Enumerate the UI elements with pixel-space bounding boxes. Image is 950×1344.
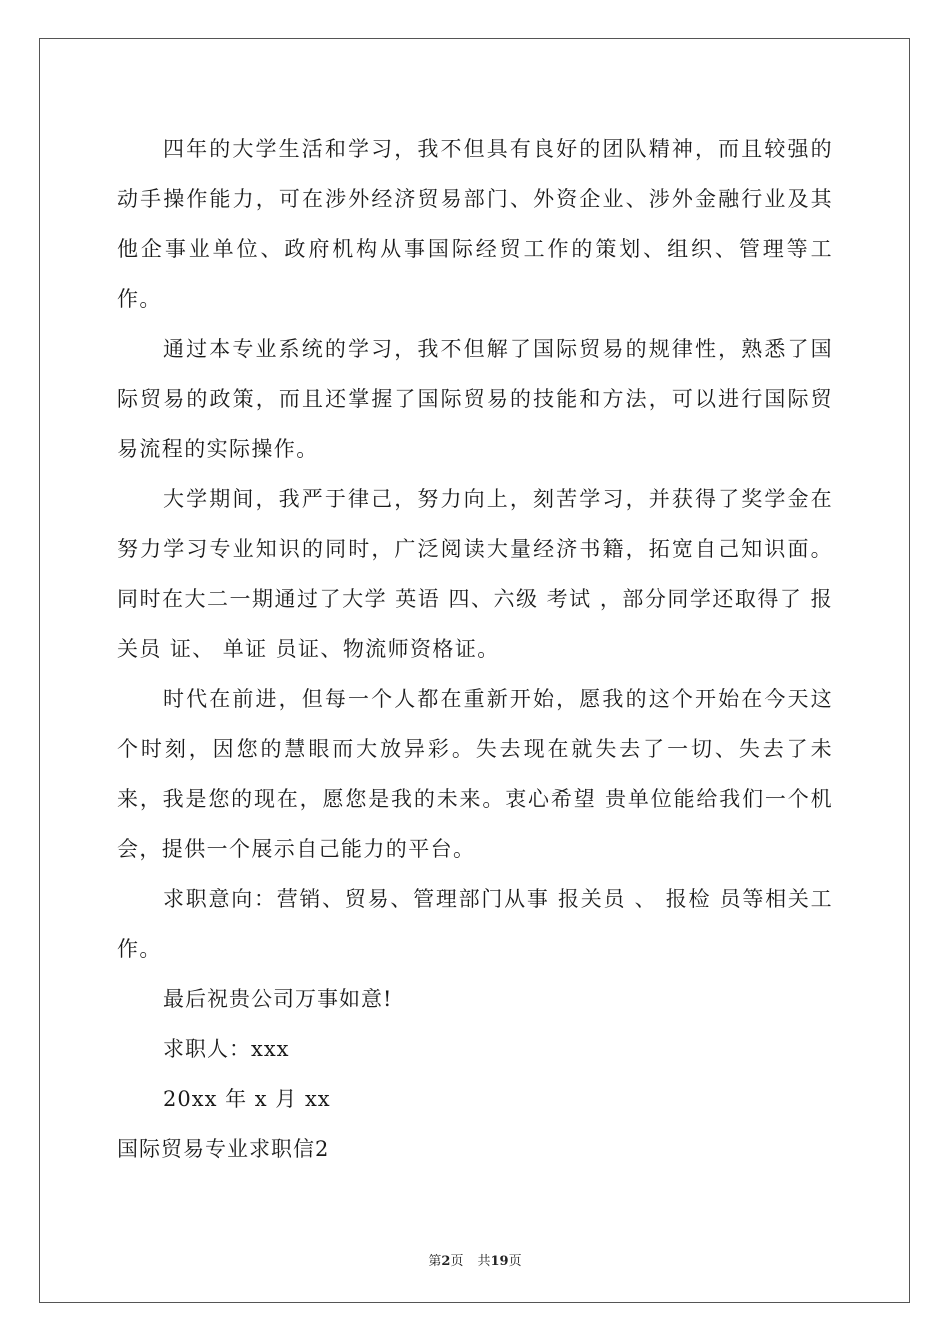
paragraph-job-intention: 求职意向：营销、贸易、管理部门从事 报关员 、 报检 员等相关工作。 <box>117 887 833 961</box>
letter-body <box>117 124 833 1174</box>
letter-date: 20xx 年 x 月 xx <box>163 1087 331 1111</box>
applicant-signature: 求职人：xxx <box>163 1037 290 1061</box>
total-prefix: 共 <box>477 1254 491 1269</box>
paragraph-trade-knowledge: 通过本专业系统的学习，我不但解了国际贸易的规律性，熟悉了国际贸易的政策，而且还掌握了国际贸易的技能和方法，可以进行国际贸易流程的实际操作。 <box>117 337 833 461</box>
page-suffix: 页 <box>450 1254 464 1269</box>
paragraph-opportunity: 时代在前进，但每一个人都在重新开始，愿我的这个开始在今天这个时刻，因您的慧眼而大放异彩。失去现在就失去了一切、失去了未来，我是您的现在，愿您是我的未来。衷心希望 贵单位能给我们一个机会，提供一个展示自己能力的平台。 <box>117 687 833 861</box>
current-page-number: 2 <box>441 1254 451 1269</box>
next-letter-heading: 国际贸易专业求职信2 <box>117 1137 330 1161</box>
page-prefix: 第 <box>428 1254 442 1269</box>
page-footer <box>0 1250 950 1269</box>
total-suffix: 页 <box>508 1254 522 1269</box>
closing-wish: 最后祝贵公司万事如意! <box>163 987 393 1011</box>
paragraph-university-study: 大学期间，我严于律己，努力向上，刻苦学习，并获得了奖学金在努力学习专业知识的同时，广泛阅读大量经济书籍，拓宽自己知识面。同时在大二一期通过了大学 英语 四、六级 考试 ，部分同学还取得了 报关员 证、 单证 员证、物流师资格证。 <box>117 487 833 661</box>
total-pages-number: 19 <box>490 1254 509 1269</box>
paragraph-teamwork: 四年的大学生活和学习，我不但具有良好的团队精神，而且较强的动手操作能力，可在涉外经济贸易部门、外资企业、涉外金融行业及其他企事业单位、政府机构从事国际经贸工作的策划、组织、管理等工作。 <box>117 137 833 311</box>
